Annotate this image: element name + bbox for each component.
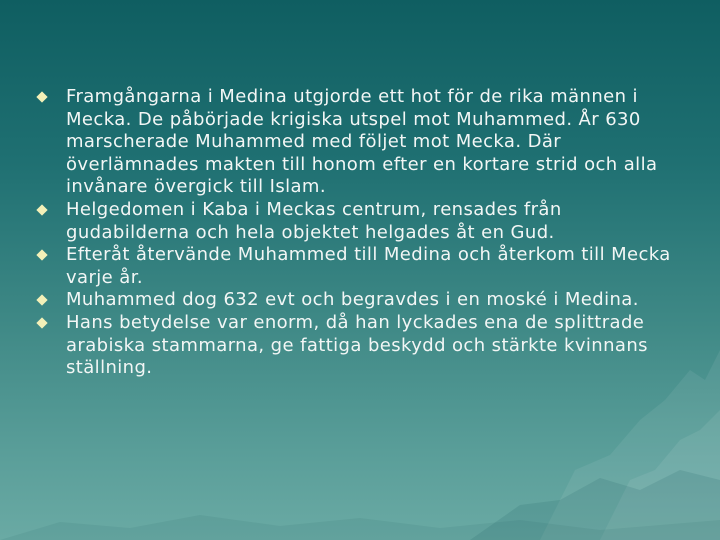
bullet-list: [36, 86, 686, 380]
diamond-bullet-icon: [36, 295, 47, 306]
bullet-item: [36, 312, 686, 380]
bullet-text: Hans betydelse var enorm, då han lyckades ena de splittrade arabiska stammarna, ge fattiga beskydd och stärkte kvinnans ställning.: [66, 311, 648, 379]
bullet-text: Helgedomen i Kaba i Meckas centrum, rensades från gudabilderna och hela objektet helgades åt en Gud.: [66, 198, 562, 243]
bullet-text: Framgångarna i Medina utgjorde ett hot för de rika männen i Mecka. De påbörjade krigiska utspel mot Muhammed. År 630 marscherade Muhammed med följet mot Mecka. Där överlämnades makten till honom efter en kortare strid och alla invånare övergick till Islam.: [66, 86, 658, 198]
bullet-item: [36, 244, 686, 289]
bullet-item: [36, 289, 686, 312]
diamond-bullet-icon: [36, 249, 47, 260]
diamond-bullet-icon: [36, 204, 47, 215]
slide-content: [36, 86, 686, 380]
bullet-text: Muhammed dog 632 evt och begravdes i en moské i Medina.: [66, 289, 639, 311]
diamond-bullet-icon: [36, 317, 47, 328]
diamond-bullet-icon: [36, 91, 47, 102]
bullet-item: [36, 86, 686, 199]
bullet-text: Efteråt återvände Muhammed till Medina och återkom till Mecka varje år.: [66, 244, 671, 288]
bullet-item: [36, 199, 686, 244]
